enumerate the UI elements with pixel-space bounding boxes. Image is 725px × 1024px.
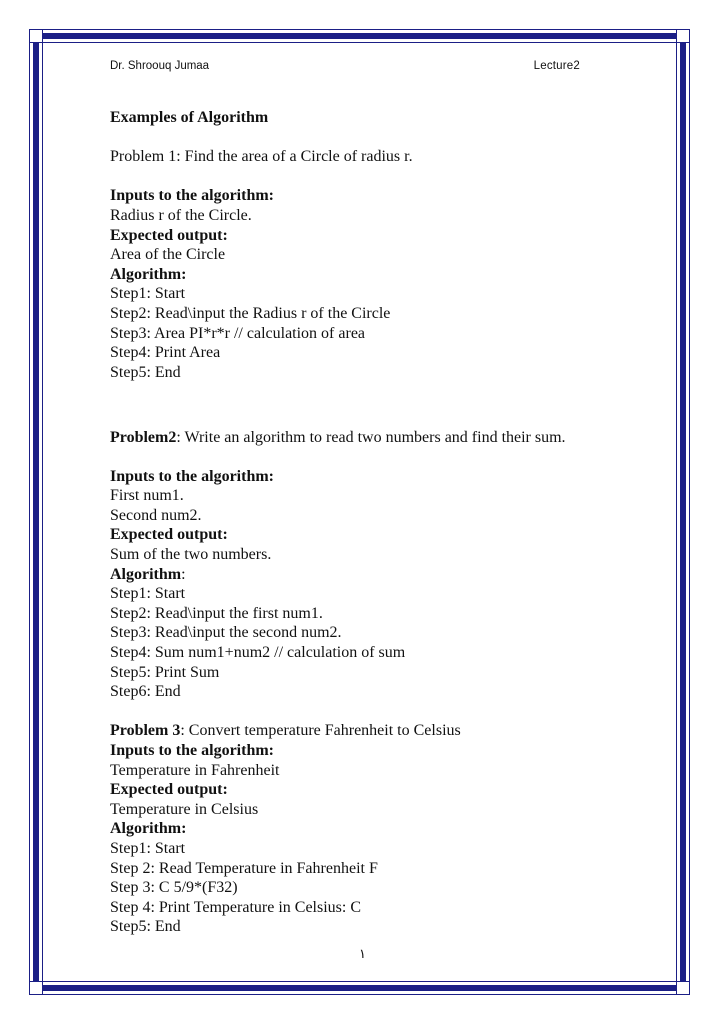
problem2-step: Step3: Read\input the second num2. <box>110 624 342 642</box>
problem2-step: Step5: Print Sum <box>110 663 220 681</box>
header-author: Dr. Shroouq Jumaa <box>110 60 210 72</box>
problem1-input: Radius r of the Circle. <box>110 206 252 224</box>
problem3-step: Step 3: C 5/9*(F32) <box>110 879 238 897</box>
problem2-output: Sum of the two numbers. <box>110 546 272 564</box>
problem2-statement-line <box>110 428 630 448</box>
problem2-step: Step6: End <box>110 683 181 701</box>
corner-ornament-top-left <box>29 29 43 43</box>
problem3-step: Step5: End <box>110 918 181 936</box>
problem2-algorithm-heading-line <box>110 565 630 585</box>
problem1-step: Step1: Start <box>110 285 186 303</box>
problem2-step: Step4: Sum num1+num2 // calculation of sum <box>110 644 406 662</box>
problem2-label: Problem2 <box>110 428 177 446</box>
document-body <box>110 108 630 937</box>
problem3-input: Temperature in Fahrenheit <box>110 761 280 779</box>
problem1-step: Step4: Print Area <box>110 344 221 362</box>
page-header <box>110 60 580 76</box>
problem1-inputs-heading: Inputs to the algorithm: <box>110 187 275 205</box>
page-title: Examples of Algorithm <box>110 109 269 126</box>
problem1-step: Step2: Read\input the Radius r of the Circle <box>110 304 391 322</box>
problem2-input: First num1. <box>110 487 184 505</box>
problem3-label: Problem 3 <box>110 722 181 740</box>
problem3-step: Step1: Start <box>110 839 186 857</box>
problem2-algorithm-colon: : <box>181 565 186 583</box>
problem1-statement: Problem 1: Find the area of a Circle of radius r. <box>110 148 413 166</box>
problem3-inputs-heading: Inputs to the algorithm: <box>110 742 275 759</box>
problem3-output-heading: Expected output: <box>110 781 228 799</box>
problem1-output-heading: Expected output: <box>110 226 228 244</box>
corner-ornament-bottom-right <box>676 981 690 995</box>
problem1-step: Step5: End <box>110 363 181 381</box>
problem3-statement: : Convert temperature Fahrenheit to Celsius <box>180 722 461 740</box>
problem1-output: Area of the Circle <box>110 246 226 264</box>
page-number: ١ <box>359 946 366 961</box>
problem3-step: Step 2: Read Temperature in Fahrenheit F <box>110 859 378 877</box>
problem1-step: Step3: Area PI*r*r // calculation of area <box>110 324 366 342</box>
problem2-inputs-heading: Inputs to the algorithm: <box>110 467 275 485</box>
corner-ornament-bottom-left <box>29 981 43 995</box>
header-lecture: Lecture2 <box>533 60 580 72</box>
problem2-statement: : Write an algorithm to read two numbers and find their sum. <box>176 428 566 446</box>
problem3-statement-line <box>110 721 630 741</box>
problem2-input: Second num2. <box>110 506 202 524</box>
problem3-algorithm-heading: Algorithm: <box>110 820 187 838</box>
problem2-algorithm-heading: Algorithm <box>110 565 182 583</box>
corner-ornament-top-right <box>676 29 690 43</box>
problem2-step: Step1: Start <box>110 585 186 603</box>
problem3-step: Step 4: Print Temperature in Celsius: C <box>110 898 362 916</box>
problem3-output: Temperature in Celsius <box>110 800 259 818</box>
problem2-output-heading: Expected output: <box>110 526 228 544</box>
problem2-step: Step2: Read\input the first num1. <box>110 604 323 622</box>
problem1-algorithm-heading: Algorithm: <box>110 265 187 283</box>
